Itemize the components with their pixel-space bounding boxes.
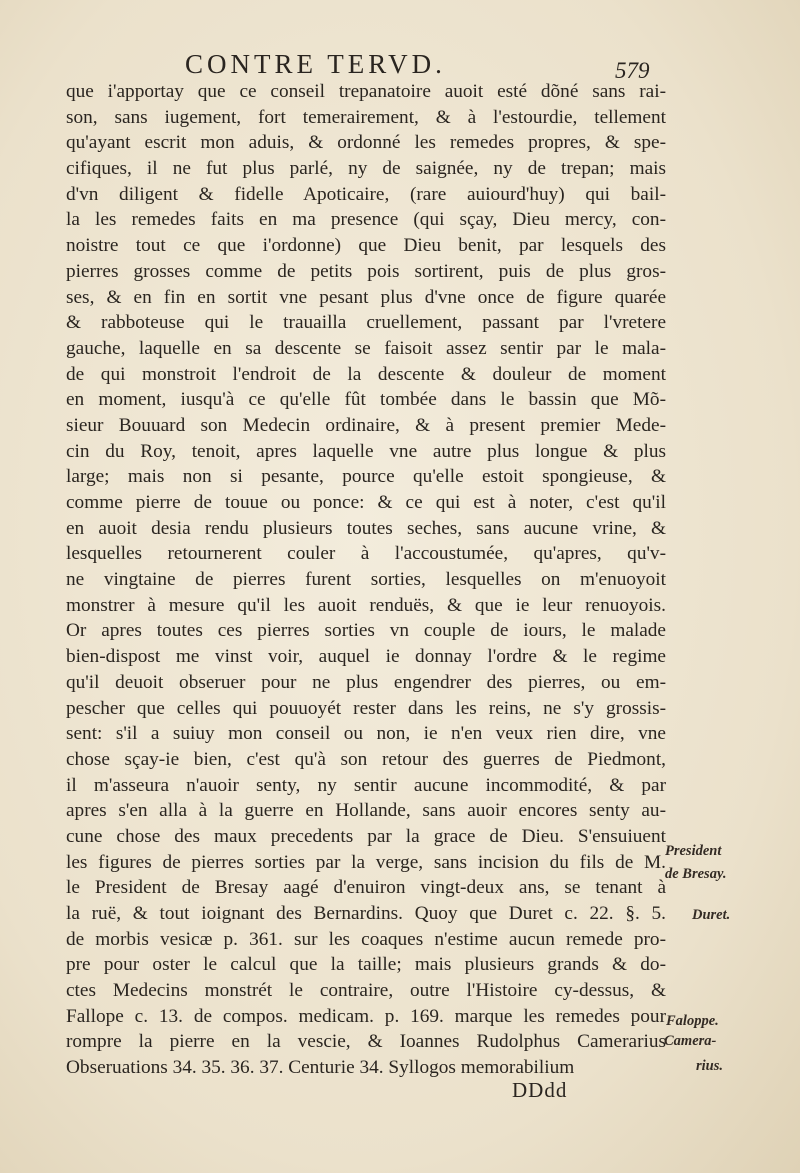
text-line: la les remedes faits en ma presence (qui sçay, Dieu mercy, con- — [66, 209, 666, 231]
text-line: gauche, laquelle en sa descente se faisoit assez sentir par le mala- — [66, 337, 666, 359]
text-line: d'vn diligent & fidelle Apoticaire, (rare auiourd'huy) qui bail- — [66, 183, 666, 205]
margin-note: de Bresay. — [665, 866, 727, 882]
margin-note: President — [665, 843, 722, 859]
text-line: de qui monstroit l'endroit de la descente & douleur de moment — [66, 363, 666, 385]
text-line: & rabboteuse qui le trauailla cruellement, passant par l'vretere — [66, 312, 666, 334]
text-line: les figures de pierres sorties par la verge, sans incision du fils de M. — [66, 851, 666, 873]
margin-note: Duret. — [692, 907, 731, 923]
text-line: ctes Medecins monstrét le contraire, outre l'Histoire cy-dessus, & — [66, 980, 666, 1002]
text-line: bien-dispost me vinst voir, auquel ie donnay l'ordre & le regime — [66, 646, 666, 668]
text-line: rompre la pierre en la vescie, & Ioannes Rudolphus Camerarius — [66, 1031, 666, 1053]
text-line: cin du Roy, tenoit, apres laquelle vne autre plus longue & plus — [66, 440, 666, 462]
text-line: Or apres toutes ces pierres sorties vn couple de iours, le malade — [66, 620, 666, 642]
text-line: sent: s'il a suiuy mon conseil ou non, ie n'en veux rien dire, vne — [66, 723, 666, 745]
text-line: apres s'en alla à la guerre en Hollande, sans auoir encores senty au- — [66, 800, 666, 822]
text-line: comme pierre de touue ou ponce: & ce qui est à noter, c'est qu'il — [66, 492, 666, 513]
text-line: sieur Bouuard son Medecin ordinaire, & à present premier Mede- — [66, 414, 666, 436]
text-line: lesquelles retournerent couler à l'accoustumée, qu'apres, qu'v- — [66, 543, 666, 565]
text-line: de morbis vesicæ p. 361. sur les coaques n'estime aucun remede pro- — [66, 928, 666, 950]
text-line: que i'apportay que ce conseil trepanatoire auoit esté dõné sans rai- — [66, 81, 666, 102]
text-line: le President de Bresay aagé d'enuiron vingt-deux ans, se tenant à — [66, 877, 666, 899]
margin-note: Camera- — [664, 1033, 717, 1049]
text-line: pre pour oster le calcul que la taille; mais plusieurs grands & do- — [66, 954, 666, 976]
text-line: qu'il deuoit obseruer pour ne plus engendrer des pierres, ou em- — [66, 671, 666, 693]
text-line: large; mais non si pesante, pource qu'elle estoit spongieuse, & — [66, 466, 666, 488]
text-line: son, sans iugement, fort temerairement, & à l'estourdie, tellement — [66, 106, 666, 128]
text-line: en moment, iusqu'à ce qu'elle fût tombée dans le bassin que Mõ- — [66, 389, 666, 411]
margin-note: rius. — [696, 1058, 724, 1074]
text-line: monstrer à mesure qu'il les auoit renduës, & que ie leur renuoyois. — [66, 594, 666, 616]
text-line: noistre tout ce que i'ordonne) que Dieu benit, par lesquels des — [66, 235, 666, 257]
running-title: CONTRE TERVD. — [185, 49, 446, 79]
text-line: Obseruations 34. 35. 36. 37. Centurie 34. Syllogos memorabilium — [66, 1057, 575, 1079]
text-line: qu'ayant escrit mon aduis, & ordonné les remedes propres, & spe- — [66, 132, 666, 154]
text-line: ses, & en fin en sortit vne pesant plus d'vne once de figure quarée — [66, 286, 666, 308]
text-line: il m'asseura n'auoir senty, ny sentir aucune incommodité, & par — [66, 774, 666, 796]
text-line: chose sçay-ie bien, c'est qu'à son retour des guerres de Piedmont, — [66, 748, 666, 770]
text-line: ne vingtaine de pierres furent sorties, lesquelles on m'enuoyoit — [66, 569, 666, 591]
text-line: cune chose des maux precedents par la grace de Dieu. S'ensuiuent — [66, 825, 666, 847]
text-line: cifiques, il ne fut plus parlé, ny de saignée, ny de trepan; mais — [66, 158, 666, 180]
text-line: en auoit desia rendu plusieurs toutes seches, sans aucune vrine, & — [66, 517, 666, 539]
body-text — [66, 79, 666, 1081]
margin-note: Faloppe. — [666, 1013, 719, 1029]
text-line: Fallope c. 13. de compos. medicam. p. 169. marque les remedes pour — [66, 1005, 666, 1027]
text-line: pierres grosses comme de petits pois sortirent, puis de plus gros- — [66, 260, 666, 282]
catchword: DDdd — [512, 1078, 568, 1102]
text-line: pescher que celles qui pouuoyét rester dans les reins, ne s'y grossis- — [66, 697, 666, 719]
text-line: la ruë, & tout ioignant des Bernardins. Quoy que Duret c. 22. §. 5. — [66, 903, 666, 924]
page-number: 579 — [615, 58, 650, 83]
